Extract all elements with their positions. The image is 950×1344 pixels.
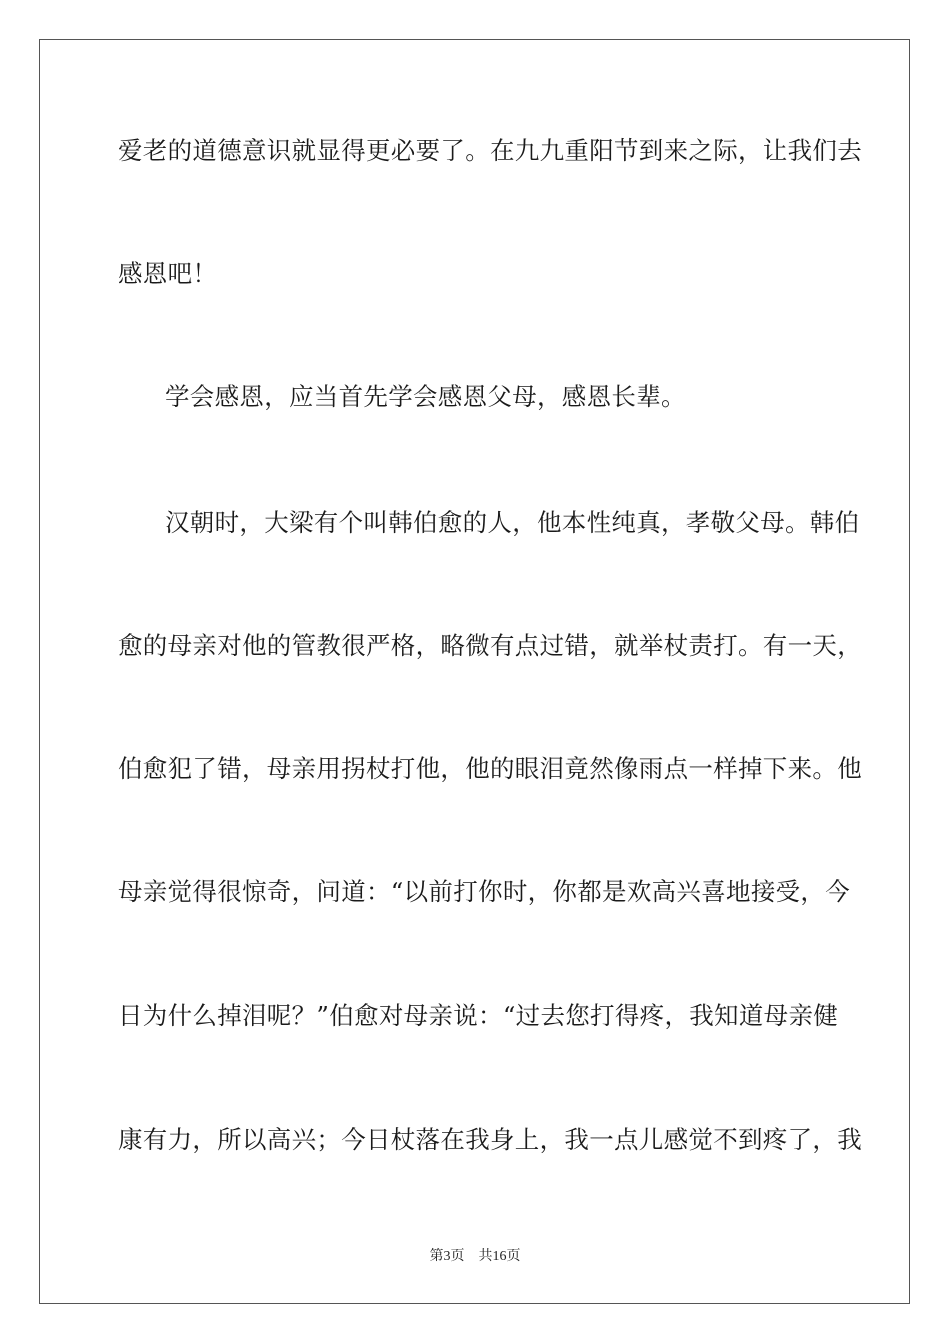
page-footer [0,1247,950,1267]
paragraph-line: 日为什么掉泪呢？”伯愈对母亲说：“过去您打得疼，我知道母亲健 [118,1001,839,1030]
paragraph-line: 母亲觉得很惊奇，问道：“以前打你时，你都是欢高兴喜地接受，今 [118,877,851,906]
page-total: 共16页 [478,1249,521,1264]
paragraph-line: 学会感恩，应当首先学会感恩父母，感恩长辈。 [165,382,686,411]
paragraph-line: 爱老的道德意识就显得更必要了。在九九重阳节到来之际，让我们去 [118,136,862,165]
paragraph-line: 汉朝时，大梁有个叫韩伯愈的人，他本性纯真，孝敬父母。韩伯 [165,508,860,537]
page-number: 第3页 [429,1249,465,1264]
page-border [39,39,910,1304]
paragraph-line: 感恩吧！ [118,259,218,288]
paragraph-line: 愈的母亲对他的管教很严格，略微有点过错，就举杖责打。有一天， [118,631,862,660]
paragraph-line: 康有力，所以高兴；今日杖落在我身上，我一点儿感觉不到疼了，我 [118,1125,862,1154]
paragraph-line: 伯愈犯了错，母亲用拐杖打他，他的眼泪竟然像雨点一样掉下来。他 [118,754,862,783]
